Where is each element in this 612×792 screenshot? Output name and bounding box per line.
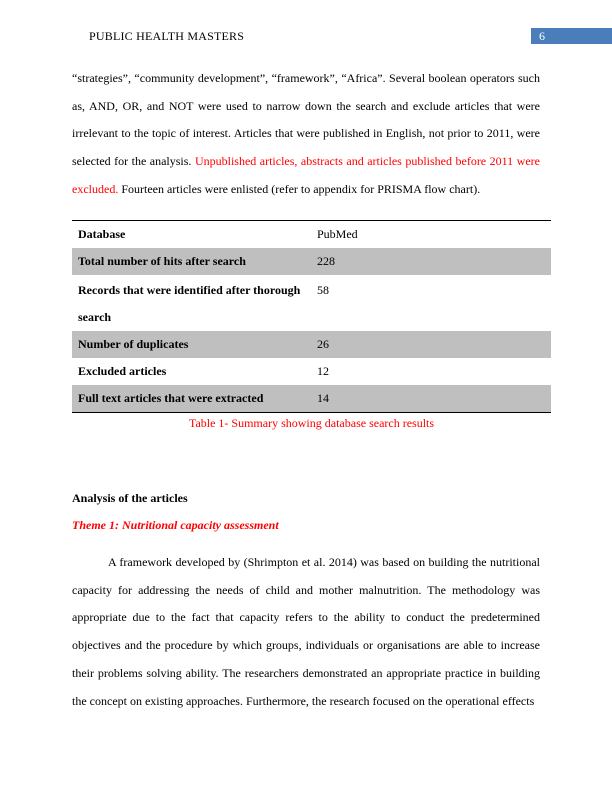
row-value: 12 [317,364,329,378]
row-label: Full text articles that were extracted [72,385,311,413]
row-label: Total number of hits after search [72,248,311,275]
row-label: Database [72,221,311,249]
row-value: PubMed [311,221,551,249]
running-header: PUBLIC HEALTH MASTERS [89,29,245,43]
table-row [72,275,551,331]
row-label: Number of duplicates [72,331,311,358]
page-number: 6 [531,28,612,44]
table-row [72,331,551,358]
theme-paragraph: A framework developed by (Shrimpton et al. 2014) was based on building the nutritional capacity for addressing the needs of child and mother malnutrition. The methodology was appropriate due to the fact that capacity refers to the ability to conduct the predetermined objectives and the procedure by which groups, individuals or organisations are able to increase their problems solving ability. The researchers demonstrated an appropriate practice in building the concept on existing approaches. Furthermore, the research focused on the operational effects [72,555,540,708]
table-caption: Table 1- Summary showing database search results [188,416,435,430]
table-row [72,385,551,413]
theme-title: Theme 1: Nutritional capacity assessment [72,518,279,532]
row-label: Excluded articles [78,364,167,378]
row-value: 58 [317,283,329,297]
intro-paragraph [72,65,540,204]
table-row [72,221,551,249]
row-value: 14 [311,385,551,413]
row-value: 26 [311,331,551,358]
table-row [72,358,551,385]
section-heading: Analysis of the articles [72,491,188,505]
row-value: 228 [311,248,551,275]
row-label: Records that were identified after thorough search [78,283,301,324]
search-results-table [72,220,551,413]
intro-text-end: Fourteen articles were enlisted (refer to appendix for PRISMA flow chart). [118,181,481,196]
table-row [72,248,551,275]
exclusion-criteria-text: Unpublished articles, abstracts and articles published before 2011 were excluded. [72,154,540,196]
intro-text: “strategies”, “community development”, “framework”, “Africa”. Several boolean operators such as, AND, OR, and NOT were used to narrow down the search and exclude articles that were irrelevant to the topic of interest. Articles that were published in English, not prior to 2011, were selected for the analysis. [72,71,540,169]
